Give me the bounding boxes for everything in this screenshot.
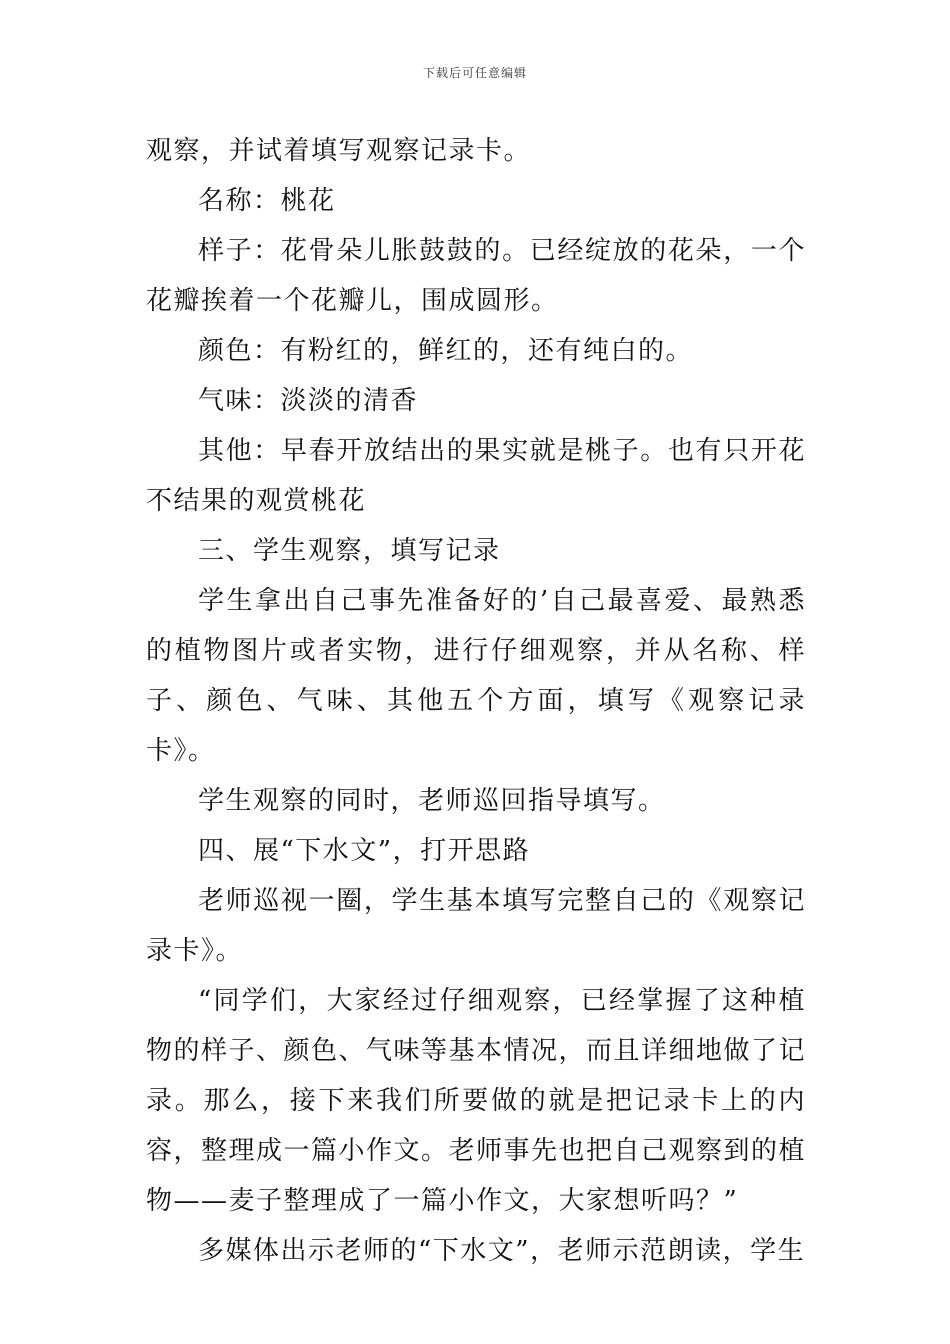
paragraph: “同学们，大家经过仔细观察，已经掌握了这种植物的样子、颜色、气味等基本情况，而且详细地做了记录。那么，接下来我们所要做的就是把记录卡上的内容，整理成一篇小作文。老师事先也把自己观察到的植物——麦子整理成了一篇小作文，大家想听吗？” bbox=[146, 986, 807, 1216]
paragraph: 学生观察的同时，老师巡回指导填写。 bbox=[198, 786, 666, 816]
paragraph: 气味：淡淡的清香 bbox=[198, 386, 419, 416]
paragraph: 样子：花骨朵儿胀鼓鼓的。已经绽放的花朵，一个花瓣挨着一个花瓣儿，围成圆形。 bbox=[146, 236, 806, 316]
paragraph: 颜色：有粉红的，鲜红的，还有纯白的。 bbox=[198, 336, 694, 366]
paragraph: 观察，并试着填写观察记录卡。 bbox=[146, 136, 532, 166]
paragraph: 多媒体出示老师的“下水文”，老师示范朗读，学生 bbox=[198, 1236, 806, 1266]
paragraph: 老师巡视一圈，学生基本填写完整自己的《观察记录卡》。 bbox=[146, 886, 806, 966]
paragraph: 名称：桃花 bbox=[198, 186, 336, 216]
section-heading: 三、学生观察，填写记录 bbox=[198, 536, 501, 566]
paragraph: 其他：早春开放结出的果实就是桃子。也有只开花不结果的观赏桃花 bbox=[146, 436, 806, 516]
document-body bbox=[146, 126, 806, 1276]
paragraph: 学生拿出自己事先准备好的’自己最喜爱、最熟悉的植物图片或者实物，进行仔细观察，并从名称、样子、颜色、气味、其他五个方面，填写《观察记录卡》。 bbox=[146, 586, 806, 766]
section-heading: 四、展“下水文”，打开思路 bbox=[198, 836, 531, 866]
page-header: 下载后可任意编辑 bbox=[422, 66, 527, 80]
